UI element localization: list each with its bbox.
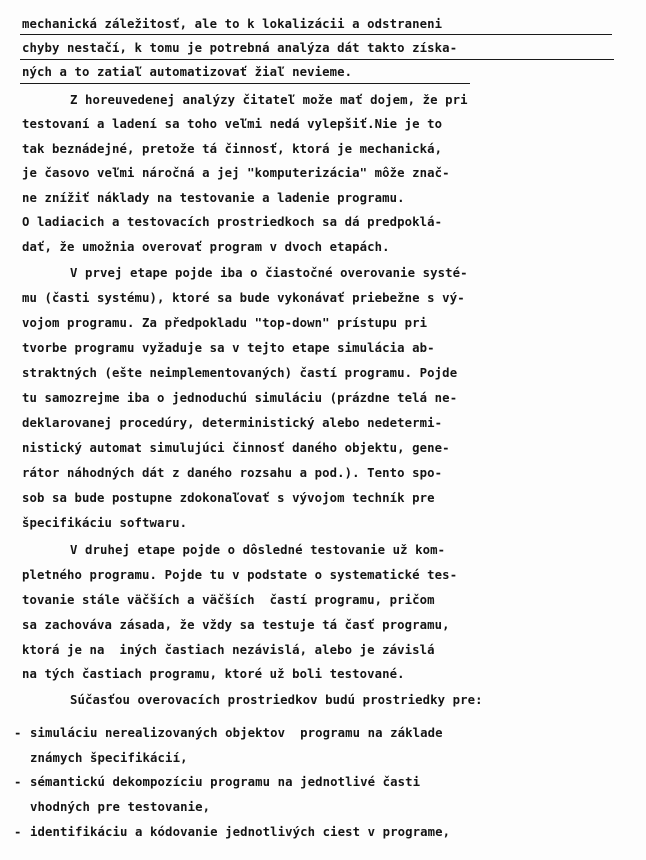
bullet-marker: - (14, 775, 22, 789)
text-line: ných a to zatiaľ automatizovať žiaľ nevieme. (22, 65, 353, 79)
text-line: O ladiacich a testovacích prostriedkoch sa dá predpoklá- (22, 215, 443, 229)
text-line: Súčasťou overovacích prostriedkov budú prostriedky pre: (70, 693, 483, 707)
text-line: V druhej etape pojde o dôsledné testovanie už kom- (70, 543, 446, 557)
text-line: straktných (ešte neimplementovaných) častí programu. Pojde (22, 366, 458, 380)
text-line: sa zachováva zásada, že vždy sa testuje tá časť programu, (22, 618, 450, 632)
text-line: špecifikáciu softwaru. (22, 516, 188, 530)
text-line: tvorbe programu vyžaduje sa v tejto etape simulácia ab- (22, 341, 435, 355)
text-line: tak beznádejné, pretože tá činnosť, ktorá je mechanická, (22, 142, 443, 156)
text-line: Z horeuvedenej analýzy čitateľ može mať dojem, že pri (70, 93, 468, 107)
text-line: je časovo veľmi náročná a jej "komputerizácia" môže znač- (22, 166, 450, 180)
bullet-marker: - (14, 726, 22, 740)
text-line: dať, že umožnia overovať program v dvoch etapách. (22, 240, 390, 254)
text-line: mu (časti systému), ktoré sa bude vykonávať priebežne s vý- (22, 291, 465, 305)
bullet-text: sémantickú dekompozíciu programu na jednotlivé časti (30, 775, 421, 789)
text-line: deklarovanej procedúry, deterministický alebo nedetermi- (22, 416, 443, 430)
text-line: testovaní a ladení sa toho veľmi nedá vylepšiť.Nie je to (22, 117, 443, 131)
text-line: mechanická záležitosť, ale to k lokalizácii a odstraneni (22, 17, 443, 31)
underline-rule (20, 59, 614, 60)
underline-rule (20, 83, 470, 84)
text-line: tu samozrejme iba o jednoduchú simuláciu (prázdne telá ne- (22, 391, 458, 405)
bullet-text: známych špecifikácií, (30, 751, 188, 765)
text-line: nistický automat simulujúci činnosť daného objektu, gene- (22, 441, 450, 455)
text-line: sob sa bude postupne zdokonaľovať s vývojom techník pre (22, 491, 435, 505)
text-line: na tých častiach programu, ktoré už boli testované. (22, 667, 405, 681)
bullet-text: identifikáciu a kódovanie jednotlivých ciest v programe, (30, 825, 451, 839)
bullet-marker: - (14, 825, 22, 839)
text-line: tovanie stále väčších a väčších častí programu, pričom (22, 593, 435, 607)
bullet-text: vhodných pre testovanie, (30, 800, 211, 814)
text-line: vojom programu. Za předpokladu "top-down" prístupu pri (22, 316, 428, 330)
underline-rule (20, 34, 612, 35)
text-line: V prvej etape pojde iba o čiastočné overovanie systé- (70, 266, 468, 280)
text-line: rátor náhodných dát z daného rozsahu a pod.). Tento spo- (22, 466, 443, 480)
text-line: ne znížiť náklady na testovanie a ladenie programu. (22, 191, 405, 205)
text-line: pletného programu. Pojde tu v podstate o systematické tes- (22, 568, 458, 582)
text-line: chyby nestačí, k tomu je potrebná analýza dát takto získa- (22, 41, 458, 55)
text-line: ktorá je na iných častiach nezávislá, alebo je závislá (22, 643, 435, 657)
bullet-text: simuláciu nerealizovaných objektov programu na základe (30, 726, 443, 740)
